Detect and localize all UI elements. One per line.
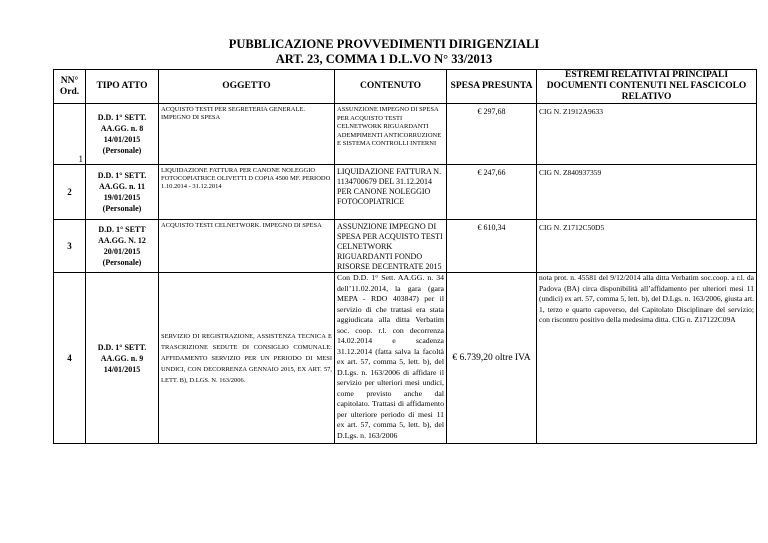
row-contenuto: ASSUNZIONE IMPEGNO DI SPESA PER ACQUISTO TESTI CELNETWORK RIGUARDANTI ADEMPIMENTI ANTICORRUZIONE E SISTEMA CONTROLLI INTERNI: [335, 104, 447, 165]
row-tipo-atto: D.D. 1° SETT AA.GG. N. 12 20/01/2015 (Personale): [86, 220, 159, 273]
row-spesa: € 297,68: [447, 104, 537, 165]
table-row: [54, 220, 757, 273]
table-row: [54, 273, 757, 444]
row-estremi: CIG N. Z1912A9633: [537, 104, 757, 165]
table-header-row: [54, 70, 757, 104]
row-oggetto: ACQUISTO TESTI CELNETWORK. IMPEGNO DI SPESA: [159, 220, 335, 273]
row-number: 4: [54, 273, 86, 444]
row-number: 1: [54, 104, 86, 165]
col-header-nn: NN° Ord.: [54, 70, 86, 104]
table-row: [54, 165, 757, 220]
row-number: 2: [54, 165, 86, 220]
row-number: 3: [54, 220, 86, 273]
table-row: [54, 104, 757, 165]
row-tipo-atto: D.D. 1° SETT. AA.GG. n. 8 14/01/2015 (Personale): [86, 104, 159, 165]
row-oggetto: SERVIZIO DI REGISTRAZIONE, ASSISTENZA TECNICA E TRASCRIZIONE SEDUTE DI CONSIGLIO COMUNALE: AFFIDAMENTO SERVIZIO PER UN PERIODO DI MESI UNDICI, CON DECORRENZA GENNAIO 2015, EX ART. 57, LETT. B), D.LGS. N. 163/2006.: [159, 273, 335, 444]
row-contenuto: ASSUNZIONE IMPEGNO DI SPESA PER ACQUISTO TESTI CELNETWORK RIGUARDANTI FONDO RISORSE DECENTRATE 2015: [335, 220, 447, 273]
page-title: PUBBLICAZIONE PROVVEDIMENTI DIRIGENZIALI: [228, 37, 540, 51]
row-contenuto: LIQUIDAZIONE FATTURA N. 1134700679 DEL 31.12.2014 PER CANONE NOLEGGIO FOTOCOPIATRICE: [335, 165, 447, 220]
col-header-oggetto: OGGETTO: [159, 70, 335, 104]
row-oggetto: LIQUIDAZIONE FATTURA PER CANONE NOLEGGIO FOTOCOPIATRICE OLIVETTI D COPIA 4500 MF. PERIODO 1.10.2014 - 31.12.2014: [159, 165, 335, 220]
row-estremi: nota prot. n. 45581 del 9/12/2014 alla ditta Verbatim soc.coop. a r.l. da Padova (BA) circa disponibilità all’affidamento per ulteriori mesi 11 (undici) ex art. 57, comma 5, lett. b), del D.Lgs. n. 163/2006, giusta art. 1, terzo e quarto capoverso, del Capitolato Disciplinare del servizio; con riscontro positivo della medesima ditta. CIG n. Z17122C09A: [537, 273, 757, 444]
row-tipo-atto: D.D. 1° SETT. AA.GG. n. 9 14/01/2015: [86, 273, 159, 444]
col-header-estremi: ESTREMI RELATIVI AI PRINCIPALI DOCUMENTI CONTENUTI NEL FASCICOLO RELATIVO: [537, 70, 757, 104]
row-estremi: CIG N. Z1712C50D5: [537, 220, 757, 273]
row-spesa: € 6.739,20 oltre IVA: [447, 273, 537, 444]
page-subtitle: ART. 23, COMMA 1 D.L.VO N° 33/2013: [275, 52, 493, 66]
provvedimenti-table: [53, 69, 757, 444]
row-estremi: CIG N. Z840937359: [537, 165, 757, 220]
row-spesa: € 247,66: [447, 165, 537, 220]
row-contenuto: Con D.D. 1° Sett. AA.GG. n. 34 dell’11.02.2014, la gara (gara MEPA - RDO 403847) per il servizio di che trattasi era stata aggiudicata alla ditta Verbatim soc. coop. r.l. con decorrenza 14.02.2014 e scadenza 31.12.2014 (fatta salva la facoltà ex art. 57, comma 5, lett. b), del D.Lgs. n. 163/2006 di affidare il servizio per ulteriori mesi undici, come previsto anche dal capitolato. Trattasi di affidamento per ulteriore periodo di mesi 11 ex art. 57, comma 5, lett. b), del D.Lgs. n. 163/2006: [335, 273, 447, 444]
col-header-tipo: TIPO ATTO: [86, 70, 159, 104]
row-tipo-atto: D.D. 1° SETT. AA.GG. n. 11 19/01/2015 (Personale): [86, 165, 159, 220]
col-header-spesa: SPESA PRESUNTA: [447, 70, 537, 104]
col-header-contenuto: CONTENUTO: [335, 70, 447, 104]
row-spesa: € 610,34: [447, 220, 537, 273]
row-oggetto: ACQUISTO TESTI PER SEGRETERIA GENERALE. IMPEGNO DI SPESA: [159, 104, 335, 165]
